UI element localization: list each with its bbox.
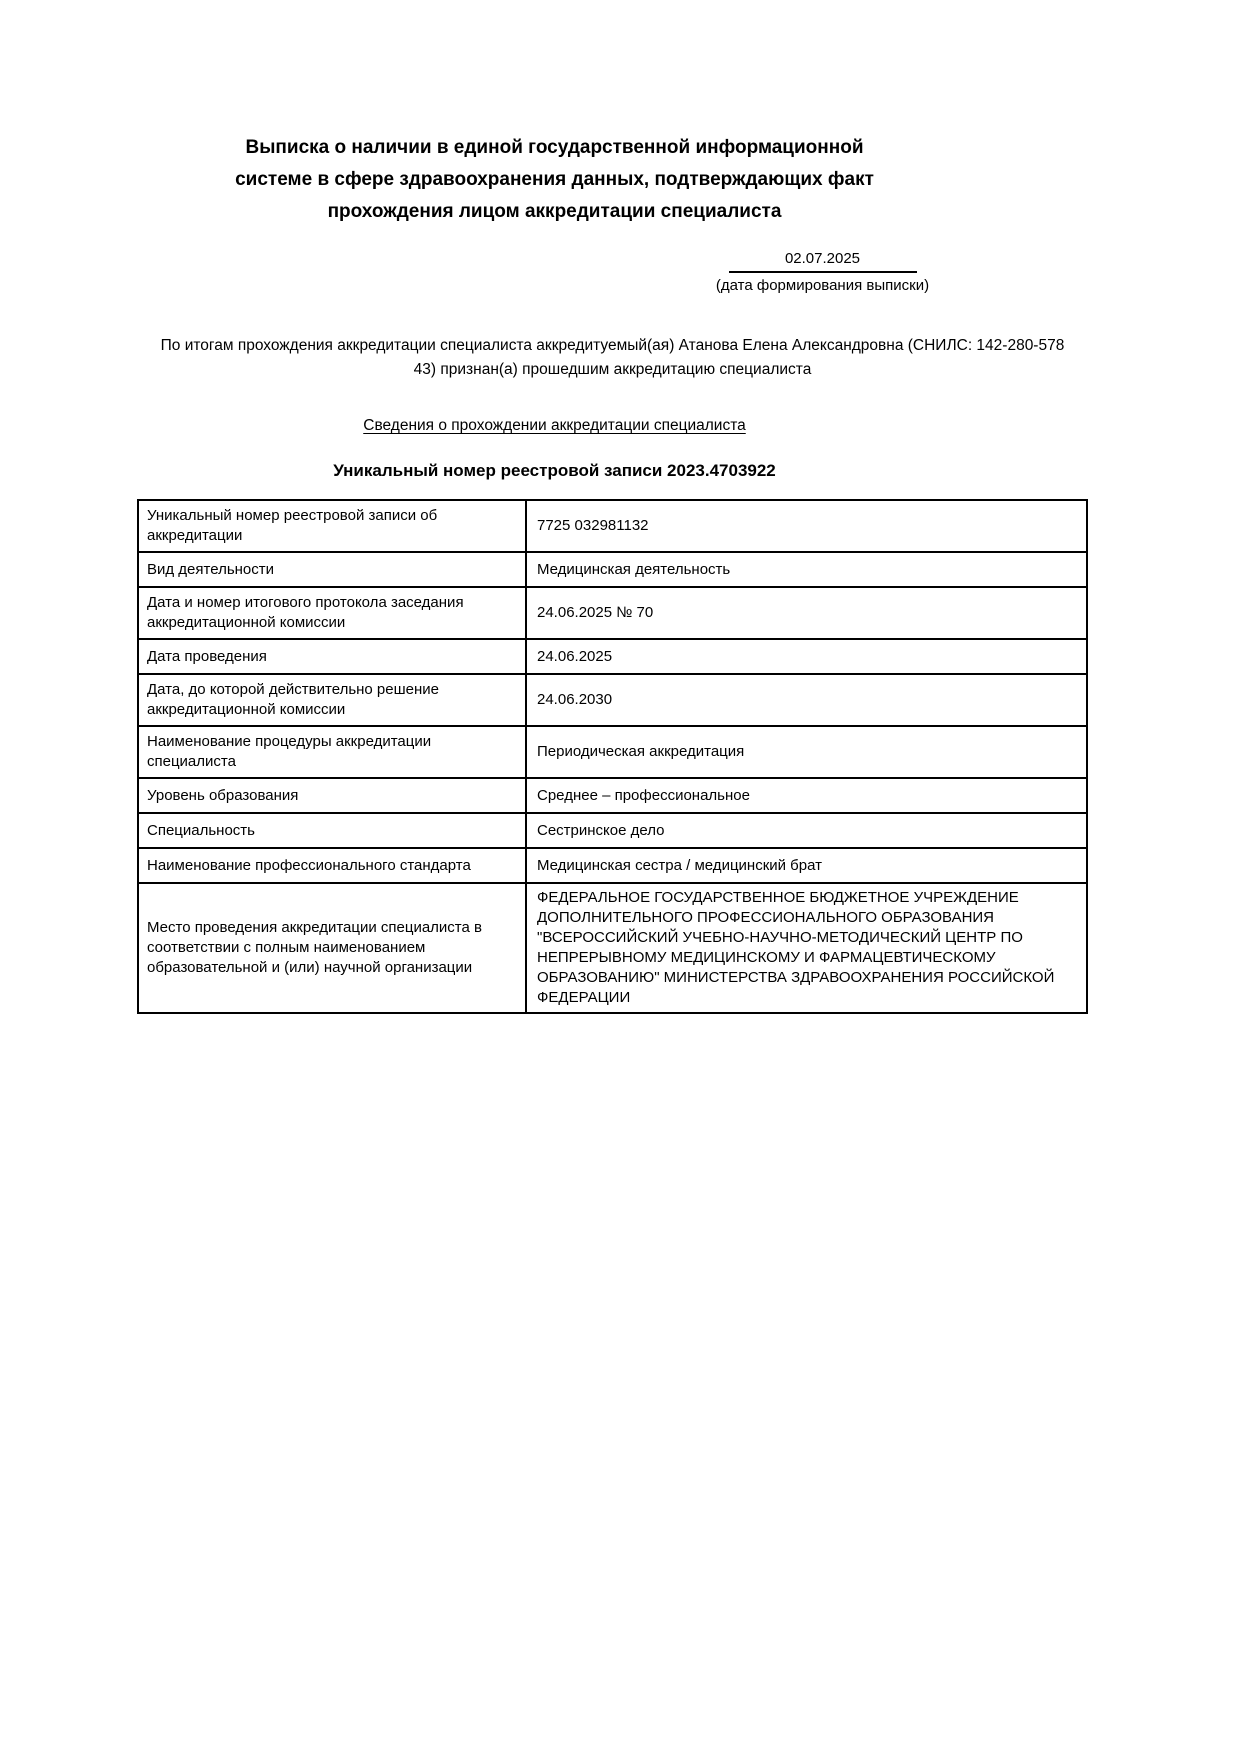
table-value-event-date: 24.06.2025	[526, 639, 1087, 674]
table-label-event-date: Дата проведения	[138, 639, 526, 674]
table-row-procedure-name	[138, 726, 1087, 778]
extract-date: 02.07.2025	[729, 248, 917, 273]
table-value-accreditation-place: ФЕДЕРАЛЬНОЕ ГОСУДАРСТВЕННОЕ БЮДЖЕТНОЕ УЧРЕЖДЕНИЕ ДОПОЛНИТЕЛЬНОГО ПРОФЕССИОНАЛЬНОГО ОБРАЗОВАНИЯ "ВСЕРОССИЙСКИЙ УЧЕБНО-НАУЧНО-МЕТОДИЧЕСКИЙ ЦЕНТР ПО НЕПРЕРЫВНОМУ МЕДИЦИНСКОМУ И ФАРМАЦЕВТИЧЕСКОМУ ОБРАЗОВАНИЮ" МИНИСТЕРСТВА ЗДРАВООХРАНЕНИЯ РОССИЙСКОЙ ФЕДЕРАЦИИ	[526, 883, 1087, 1013]
intro-line-2: 43) признан(а) прошедшим аккредитацию специалиста	[413, 361, 812, 378]
table-row-event-date	[138, 639, 1087, 674]
table-row-accreditation-place	[138, 883, 1087, 1013]
table-value-activity-type: Медицинская деятельность	[526, 552, 1087, 587]
table-value-registry-number: 7725 032981132	[526, 500, 1087, 552]
table-value-valid-until: 24.06.2030	[526, 674, 1087, 726]
table-value-professional-standard: Медицинская сестра / медицинский брат	[526, 848, 1087, 883]
table-label-specialty: Специальность	[138, 813, 526, 848]
accreditation-table	[137, 499, 1088, 1014]
document-title-line-2: системе в сфере здравоохранения данных, подтверждающих факт	[235, 169, 874, 190]
table-label-professional-standard: Наименование профессионального стандарта	[138, 848, 526, 883]
extract-date-caption: (дата формирования выписки)	[715, 277, 930, 294]
extract-date-block	[700, 248, 945, 296]
table-row-specialty	[138, 813, 1087, 848]
intro-paragraph	[137, 334, 1088, 382]
table-value-education-level: Среднее – профессиональное	[526, 778, 1087, 813]
table-value-specialty: Сестринское дело	[526, 813, 1087, 848]
table-label-education-level: Уровень образования	[138, 778, 526, 813]
table-label-registry-number: Уникальный номер реестровой записи об аккредитации	[138, 500, 526, 552]
table-label-valid-until: Дата, до которой действительно решение аккредитационной комиссии	[138, 674, 526, 726]
document-title-line-3: прохождения лицом аккредитации специалиста	[327, 201, 782, 222]
table-label-procedure-name: Наименование процедуры аккредитации специалиста	[138, 726, 526, 778]
table-row-registry-number	[138, 500, 1087, 552]
document-title-line-1: Выписка о наличии в единой государственной информационной	[245, 137, 864, 158]
table-label-protocol: Дата и номер итогового протокола заседания аккредитационной комиссии	[138, 587, 526, 639]
document-title	[137, 132, 972, 228]
table-value-protocol: 24.06.2025 № 70	[526, 587, 1087, 639]
table-row-valid-until	[138, 674, 1087, 726]
table-row-professional-standard	[138, 848, 1087, 883]
table-label-accreditation-place: Место проведения аккредитации специалиста в соответствии с полным наименованием образовательной и (или) научной организации	[138, 883, 526, 1013]
table-label-activity-type: Вид деятельности	[138, 552, 526, 587]
table-value-procedure-name: Периодическая аккредитация	[526, 726, 1087, 778]
table-row-activity-type	[138, 552, 1087, 587]
registry-number-heading: Уникальный номер реестровой записи 2023.4703922	[333, 461, 776, 480]
table-row-education-level	[138, 778, 1087, 813]
section-heading: Сведения о прохождении аккредитации специалиста	[363, 417, 746, 434]
table-row-protocol	[138, 587, 1087, 639]
intro-line-1: По итогам прохождения аккредитации специалиста аккредитуемый(ая) Атанова Елена Александровна (СНИЛС: 142-280-578	[160, 337, 1065, 354]
